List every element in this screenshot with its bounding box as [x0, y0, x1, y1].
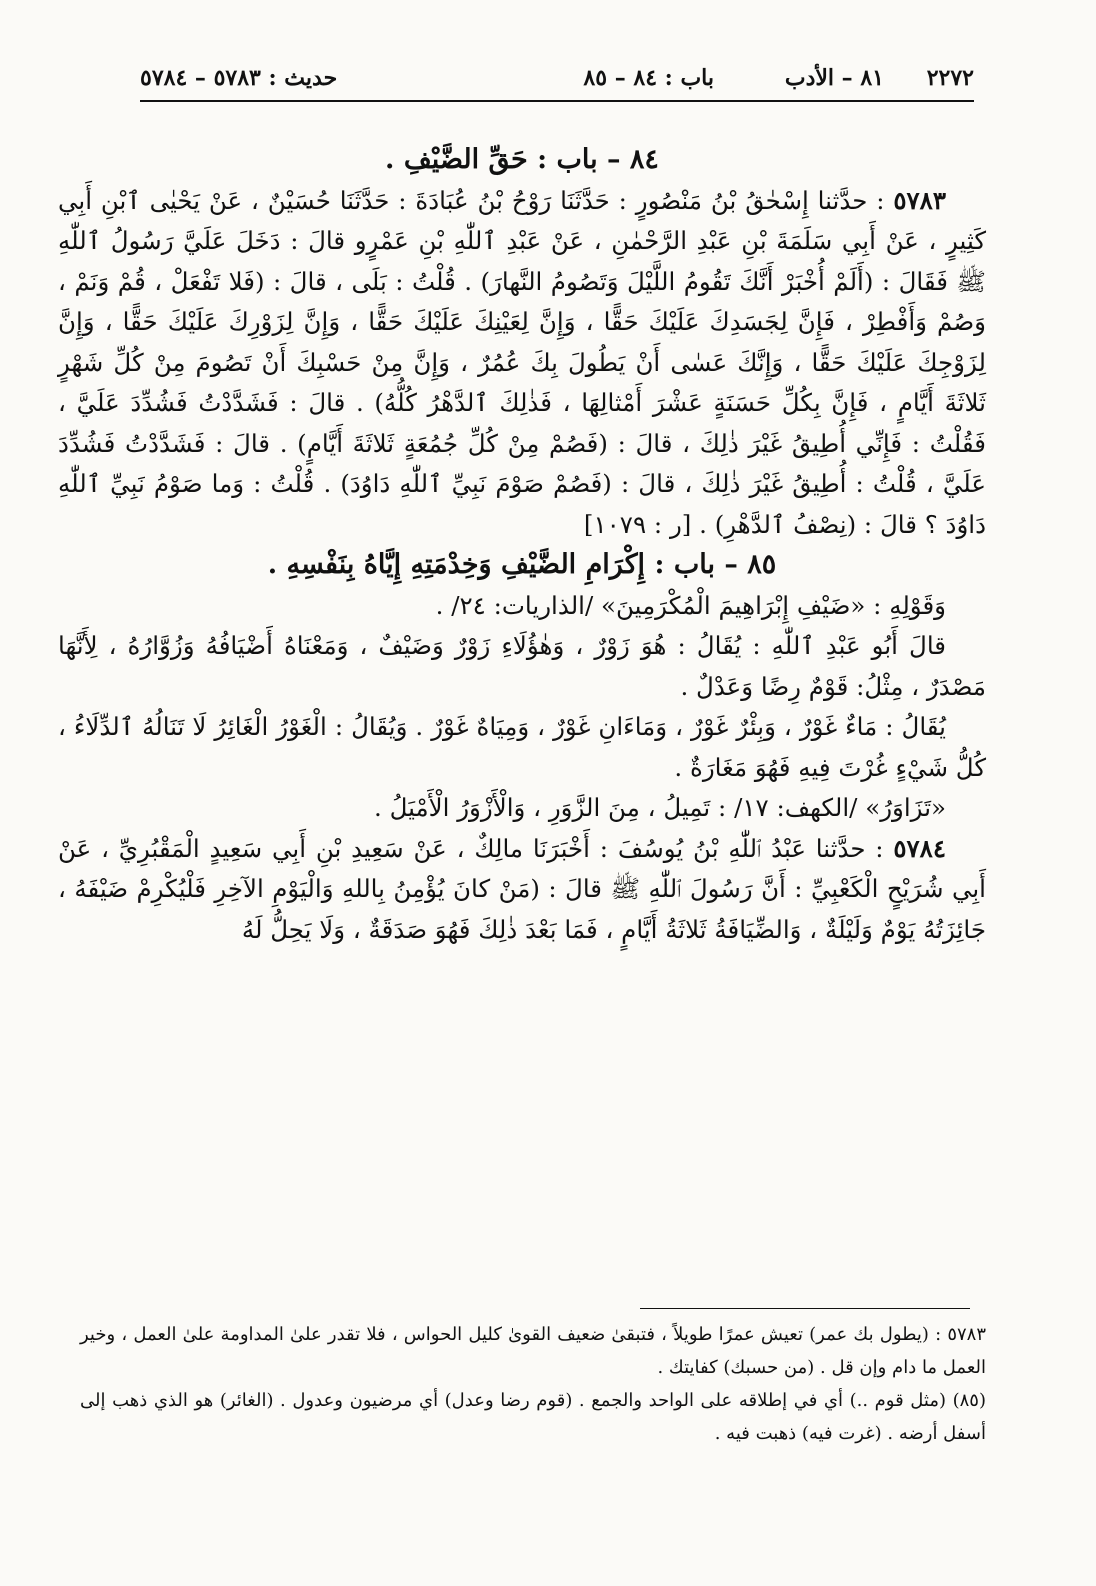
bab-range: باب : ٨٤ – ٨٥ — [583, 65, 714, 91]
hadith-number-5783: ٥٧٨٣ — [893, 185, 946, 215]
footnotes — [80, 1318, 986, 1450]
page-number: ٢٢٧٢ — [926, 65, 974, 91]
main-text — [58, 140, 986, 950]
hadith-number-5784: ٥٧٨٤ — [893, 833, 946, 863]
chapter-heading-85: ٨٥ – باب : إِكْرَامِ الضَّيْفِ وَخِدْمَتِهِ إِيَّاهُ بِنَفْسِهِ . — [267, 549, 777, 580]
hadith-5784 — [58, 829, 986, 951]
footnote-85: (٨٥) (مثل قوم ..) أي في إطلاقه على الواحد والجمع . (قوم رضا وعدل) أي مرضيون وعدول . (الغائر) هو الذي ذهب إلى أسفل أرضه . (غرت فيه) ذهبت فيه . — [80, 1390, 986, 1444]
quran-citation: وَقَوْلِهِ : «ضَيْفِ إِبْرَاهِيمَ الْمُكْرَمِينَ» /الذاريات: ٢٤/ . — [435, 590, 946, 620]
hadith-5783 — [58, 181, 986, 546]
hadith-text-5784: : حدَّثنا عَبْدُ ٱللّٰهِ بْنُ يُوسُفَ : أَخْبَرَنَا مالِكٌ ، عَنْ سَعِيدِ بْنِ أَبِي سَعِيدٍ الْمَقْبُرِيِّ ، عَنْ أَبِي شُرَيْحٍ الْكَعْبِيِّ : أَنَّ رَسُولَ ٱللّٰهِ ﷺ قالَ : (مَنْ كانَ يُؤْمِنُ بِاللهِ وَالْيَوْمِ الآخِرِ فَلْيُكْرِمْ ضَيْفَهُ ، جَائِزَتُهُ يَوْمٌ وَلَيْلَةٌ ، وَالضِّيَافَةُ ثَلاثَةُ أَيَّامٍ ، فَمَا بَعْدَ ذٰلِكَ فَهُوَ صَدَقَةٌ ، وَلَا يَحِلُّ لَهُ — [58, 833, 986, 944]
footnote-5783: ٥٧٨٣ : (يطول بك عمر) تعيش عمرًا طويلاً ، فتبقىٰ ضعيف القوىٰ كليل الحواس ، فلا تقدر علىٰ المداومة علىٰ العمل ، وخير العمل ما دام وإن قل . (من حسبك) كفايتك . — [80, 1324, 986, 1378]
commentary-paragraph: «تَزَاوَرُ» /الكهف: ١٧/ : تَمِيلُ ، مِنَ الزَّوَرِ ، وَالْأَزْوَرُ الْأَمْيَلُ . — [374, 793, 946, 822]
footnote-separator — [640, 1308, 970, 1309]
running-header — [140, 56, 974, 102]
hadith-text-5783: : حدَّثنا إِسْحٰقُ بْنُ مَنْصُورٍ : حَدَّثَنَا رَوْحُ بْنُ عُبَادَةَ : حَدَّثَنَا حُسَيْنٌ ، عَنْ يَحْيٰى ٱبْنِ أَبِي كَثِيرٍ ، عَنْ أَبِي سَلَمَةَ بْنِ عَبْدِ الرَّحْمٰنِ ، عَنْ عَبْدِ ٱللّٰهِ بْنِ عَمْرٍو قالَ : دَخَلَ عَلَيَّ رَسُولُ ٱللّٰهِ ﷺ فَقَالَ : (أَلَمْ أُخْبَرْ أَنَّكَ تَقُومُ اللَّيْلَ وَتَصُومُ النَّهارَ) . قُلْتُ : بَلَى ، قالَ : (فَلا تَفْعَلْ ، قُمْ وَنَمْ ، وَصُمْ وَأَفْطِرْ ، فَإِنَّ لِجَسَدِكَ عَلَيْكَ حَقًّا ، وَإِنَّ لِعَيْنِكَ عَلَيْكَ حَقًّا ، وَإِنَّ لِزَوْرِكَ عَلَيْكَ حَقًّا ، وَإِنَّ لِزَوْجِكَ عَلَيْكَ حَقًّا ، وَإِنَّكَ عَسٰى أَنْ يَطُولَ بِكَ عُمُرٌ ، وَإِنَّ مِنْ حَسْبِكَ أَنْ تَصُومَ مِنْ كُلِّ شَهْرٍ ثَلاثَةَ أَيَّامٍ ، فَإِنَّ بِكُلِّ حَسَنَةٍ عَشْرَ أَمْثالِهَا ، فَذٰلِكَ ٱلدَّهْرُ كُلُّهُ) . قالَ : فَشَدَّدْتُ فَشُدِّدَ عَلَيَّ ، فَقُلْتُ : فَإِنِّي أُطِيقُ غَيْرَ ذٰلِكَ ، قالَ : (فَصُمْ مِنْ كُلِّ جُمُعَةٍ ثَلاثَةَ أَيَّامٍ) . قالَ : فَشَدَّدْتُ فَشُدِّدَ عَلَيَّ ، قُلْتُ : أُطِيقُ غَيْرَ ذٰلِكَ ، قالَ : (فَصُمْ صَوْمَ نَبِيِّ ٱللّٰهِ دَاوُدَ) . قُلْتُ : وَما صَوْمُ نَبِيِّ ٱللّٰهِ دَاوُدَ ؟ قالَ : (نِصْفُ ٱلدَّهْرِ) . [ر : ١٠٧٩] — [58, 185, 986, 539]
chapter-heading-84: ٨٤ – باب : حَقِّ الضَّيْفِ . — [385, 144, 659, 175]
hadith-range: حديث : ٥٧٨٣ – ٥٧٨٤ — [140, 65, 338, 91]
commentary-paragraph: يُقَالُ : مَاءٌ غَوْرٌ ، وَبِئْرٌ غَوْرٌ ، وَمَاءَانِ غَوْرٌ ، وَمِيَاهٌ غَوْرٌ . وَيُقَالُ : الْغَوْرُ الْغَائِرُ لَا تَنَالُهُ ٱلدِّلَاءُ ، كُلُّ شَيْءٍ غُرْتَ فِيهِ فَهُوَ مَغَارَةٌ . — [58, 712, 986, 782]
kitab-title: ٨١ – الأدب — [784, 65, 884, 91]
commentary-paragraph: قالَ أَبُو عَبْدِ ٱللّٰهِ : يُقَالُ : هُوَ زَوْرٌ ، وَهٰؤُلَاءِ زَوْرٌ وَضَيْفٌ ، وَمَعْنَاهُ أَضْيَافُهُ وَزُوَّارُهُ ، لِأَنَّهَا مَصْدَرٌ ، مِثْلُ: قَوْمٌ رِضًا وَعَدْلٌ . — [58, 631, 986, 701]
